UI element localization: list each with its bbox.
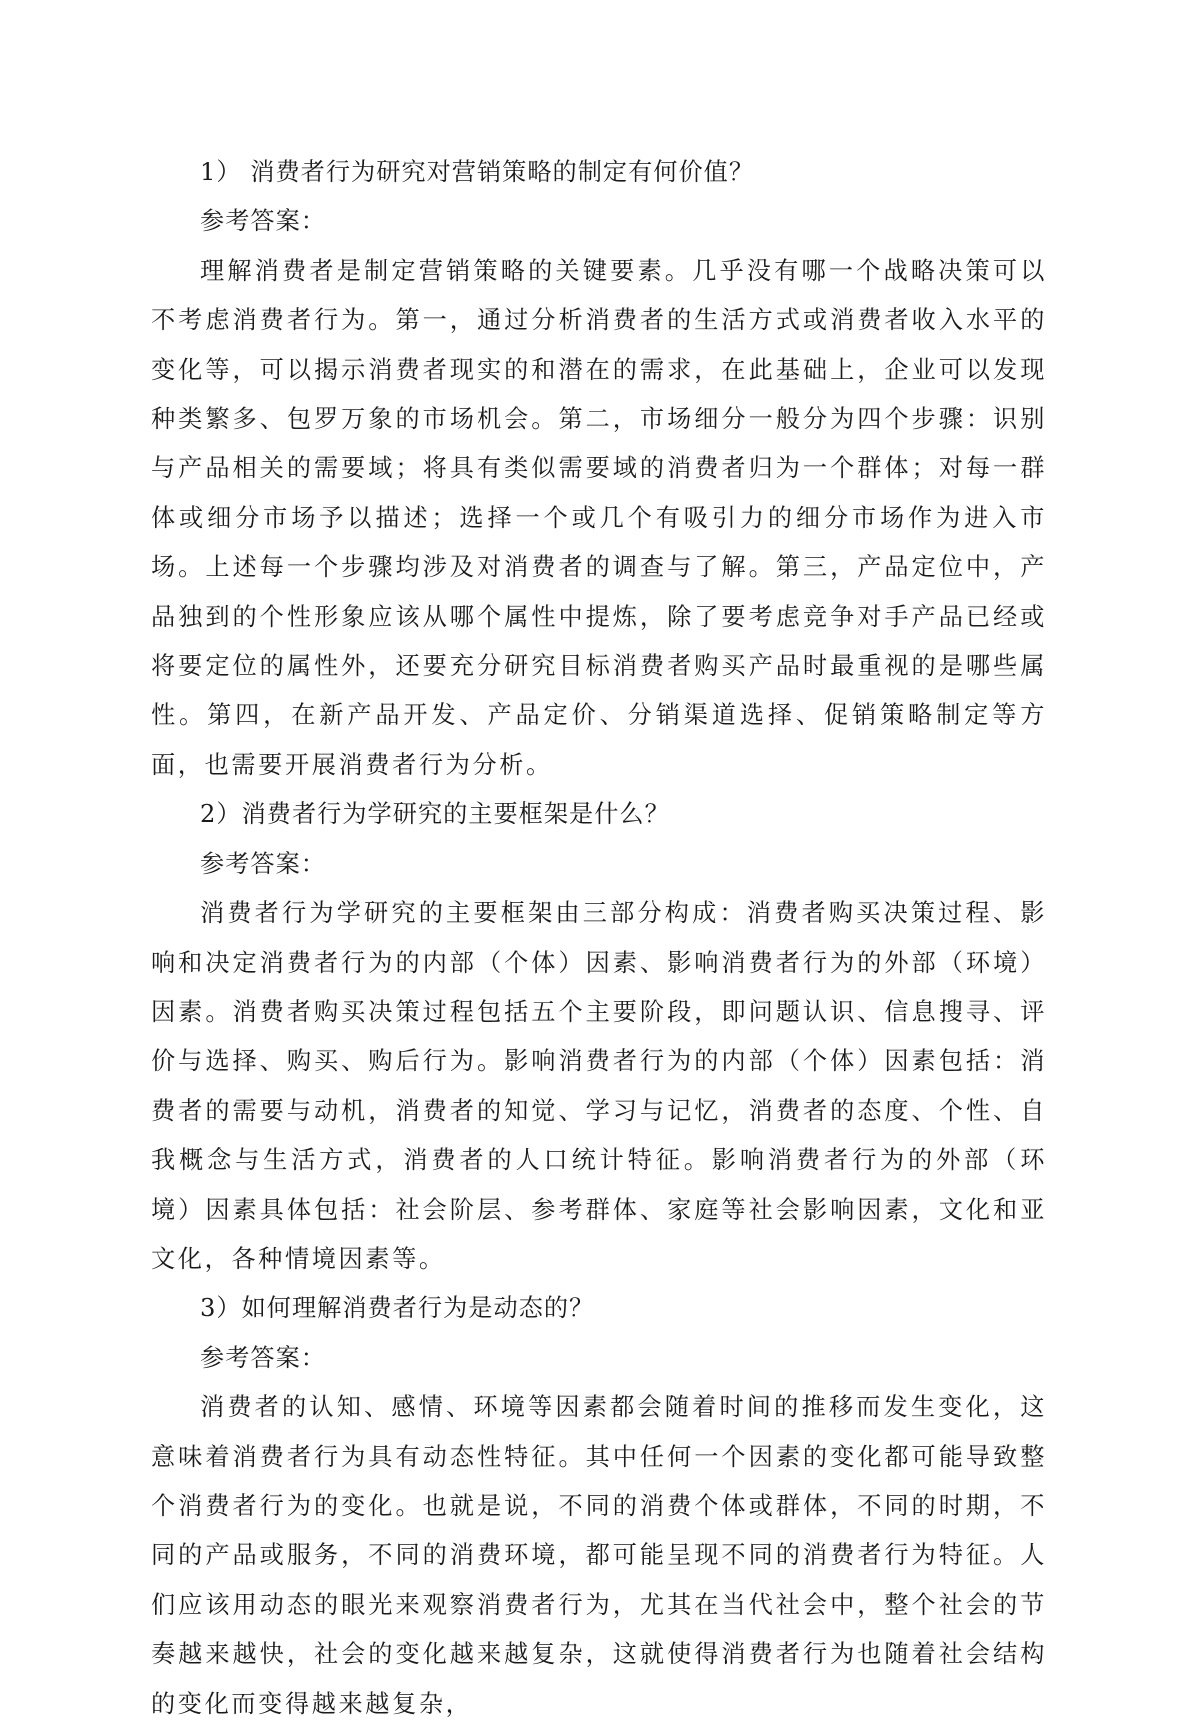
page-content: [151, 148, 1047, 1729]
answer-2: 消费者行为学研究的主要框架由三部分构成：消费者购买决策过程、影响和决定消费者行为的内部（个体）因素、影响消费者行为的外部（环境）因素。消费者购买决策过程包括五个主要阶段，即问题认识、信息搜寻、评价与选择、购买、购后行为。影响消费者行为的内部（个体）因素包括：消费者的需要与动机，消费者的知觉、学习与记忆，消费者的态度、个性、自我概念与生活方式，消费者的人口统计特征。影响消费者行为的外部（环境）因素具体包括：社会阶层、参考群体、家庭等社会影响因素，文化和亚文化，各种情境因素等。: [151, 899, 1047, 1273]
answer-label-2: 参考答案：: [200, 849, 326, 878]
answer-1: 理解消费者是制定营销策略的关键要素。几乎没有哪一个战略决策可以不考虑消费者行为。第一，通过分析消费者的生活方式或消费者收入水平的变化等，可以揭示消费者现实的和潜在的需求，在此基础上，企业可以发现种类繁多、包罗万象的市场机会。第二，市场细分一般分为四个步骤：识别与产品相关的需要域；将具有类似需要域的消费者归为一个群体；对每一群体或细分市场予以描述；选择一个或几个有吸引力的细分市场作为进入市场。上述每一个步骤均涉及对消费者的调查与了解。第三，产品定位中，产品独到的个性形象应该从哪个属性中提炼，除了要考虑竞争对手产品已经或将要定位的属性外，还要充分研究目标消费者购买产品时最重视的是哪些属性。第四，在新产品开发、产品定价、分销渠道选择、促销策略制定等方面，也需要开展消费者行为分析。: [151, 256, 1047, 779]
question-1: 1） 消费者行为研究对营销策略的制定有何价值？: [200, 158, 755, 186]
question-3: 3）如何理解消费者行为是动态的？: [200, 1294, 595, 1323]
qa-section-3: [151, 1284, 1047, 1729]
qa-section-1: [151, 148, 1047, 790]
answer-label-3: 参考答案：: [200, 1343, 326, 1372]
answer-3: 消费者的认知、感情、环境等因素都会随着时间的推移而发生变化，这意味着消费者行为具有动态性特征。其中任何一个因素的变化都可能导致整个消费者行为的变化。也就是说，不同的消费个体或群体，不同的时期，不同的产品或服务，不同的消费环境，都可能呈现不同的消费者行为特征。人们应该用动态的眼光来观察消费者行为，尤其在当代社会中，整个社会的节奏越来越快，社会的变化越来越复杂，这就使得消费者行为也随着社会结构的变化而变得越来越复杂，: [151, 1393, 1047, 1718]
question-2: 2）消费者行为学研究的主要框架是什么？: [200, 800, 670, 829]
answer-label-1: 参考答案：: [200, 207, 326, 236]
qa-section-2: [151, 790, 1047, 1284]
